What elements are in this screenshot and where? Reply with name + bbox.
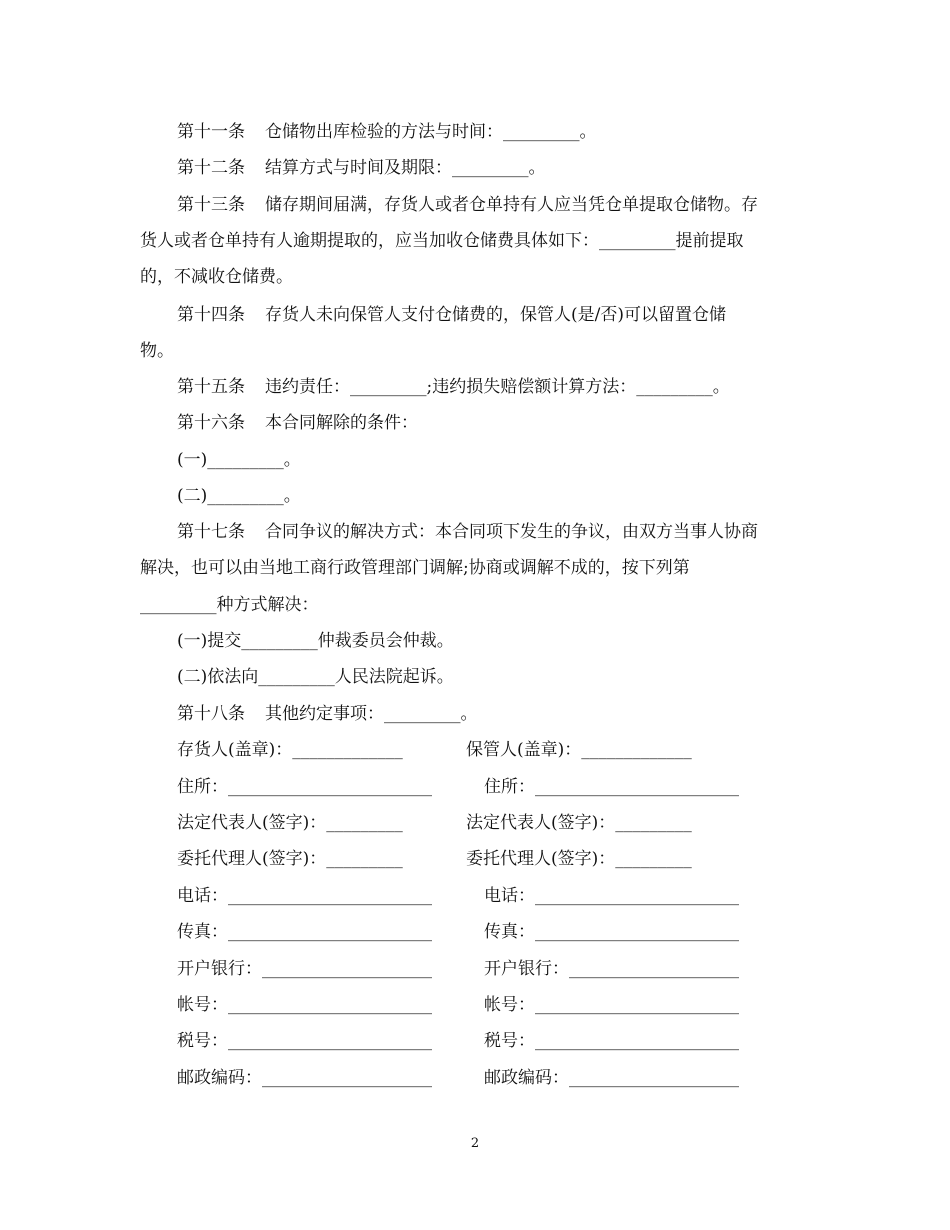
article-17-line-3: _________种方式解决： — [140, 595, 319, 615]
article-13-line-1 — [177, 195, 867, 215]
depositor-postcode-field: 邮政编码：____________________ — [177, 1068, 432, 1088]
article-text: 本合同解除的条件： — [265, 413, 418, 433]
keeper-tax-field: 税号：________________________ — [484, 1031, 739, 1051]
article-number: 第十八条 — [177, 704, 245, 724]
article-17-item-2: (二)依法向_________人民法院起诉。 — [177, 667, 454, 687]
keeper-phone-field: 电话：________________________ — [484, 886, 739, 906]
article-14-line-2: 物。 — [140, 341, 174, 361]
keeper-bank-field: 开户银行：____________________ — [484, 959, 739, 979]
article-11 — [177, 122, 867, 142]
article-12 — [177, 158, 867, 178]
article-number: 第十三条 — [177, 195, 245, 215]
article-text: 结算方式与时间及期限：_________。 — [265, 158, 546, 178]
article-17-line-1 — [177, 522, 867, 542]
keeper-legal-rep-field: 法定代表人(签字)：_________ — [466, 813, 692, 833]
article-17-item-1: (一)提交_________仲裁委员会仲裁。 — [177, 631, 454, 651]
article-number: 第十四条 — [177, 305, 245, 325]
article-17-line-2: 解决，也可以由当地工商行政管理部门调解;协商或调解不成的，按下列第 — [140, 558, 690, 578]
article-number: 第十五条 — [177, 377, 245, 397]
depositor-seal-field: 存货人(盖章)：_____________ — [177, 740, 403, 760]
article-number: 第十一条 — [177, 122, 245, 142]
keeper-agent-field: 委托代理人(签字)：_________ — [466, 849, 692, 869]
keeper-account-field: 帐号：________________________ — [484, 995, 739, 1015]
depositor-tax-field: 税号：________________________ — [177, 1031, 432, 1051]
article-15 — [177, 377, 867, 397]
depositor-phone-field: 电话：________________________ — [177, 886, 432, 906]
article-13-line-2: 货人或者仓单持有人逾期提取的，应当加收仓储费具体如下：_________提前提取 — [140, 231, 744, 251]
article-text: 合同争议的解决方式：本合同项下发生的争议，由双方当事人协商 — [265, 522, 758, 542]
keeper-fax-field: 传真：________________________ — [484, 922, 739, 942]
depositor-bank-field: 开户银行：____________________ — [177, 959, 432, 979]
article-16-item-1: (一)_________。 — [177, 450, 301, 470]
article-text: 违约责任：_________;违约损失赔偿额计算方法：_________。 — [265, 377, 730, 397]
depositor-legal-rep-field: 法定代表人(签字)：_________ — [177, 813, 403, 833]
article-16-item-2: (二)_________。 — [177, 486, 301, 506]
article-18 — [177, 704, 867, 724]
article-text: 存货人未向保管人支付仓储费的，保管人(是/否)可以留置仓储 — [265, 305, 726, 325]
article-number: 第十七条 — [177, 522, 245, 542]
article-text: 其他约定事项：_________。 — [265, 704, 478, 724]
keeper-address-field: 住所：________________________ — [484, 777, 739, 797]
depositor-agent-field: 委托代理人(签字)：_________ — [177, 849, 403, 869]
article-13-line-3: 的，不减收仓储费。 — [140, 267, 293, 287]
article-text: 储存期间届满，存货人或者仓单持有人应当凭仓单提取仓储物。存 — [265, 195, 758, 215]
depositor-account-field: 帐号：________________________ — [177, 995, 432, 1015]
article-number: 第十二条 — [177, 158, 245, 178]
article-16 — [177, 413, 867, 433]
article-text: 仓储物出库检验的方法与时间：_________。 — [265, 122, 597, 142]
keeper-postcode-field: 邮政编码：____________________ — [484, 1068, 739, 1088]
page-number: 2 — [470, 1136, 480, 1151]
article-14-line-1 — [177, 305, 867, 325]
keeper-seal-field: 保管人(盖章)：_____________ — [466, 740, 692, 760]
article-number: 第十六条 — [177, 413, 245, 433]
depositor-address-field: 住所：________________________ — [177, 777, 432, 797]
depositor-fax-field: 传真：________________________ — [177, 922, 432, 942]
